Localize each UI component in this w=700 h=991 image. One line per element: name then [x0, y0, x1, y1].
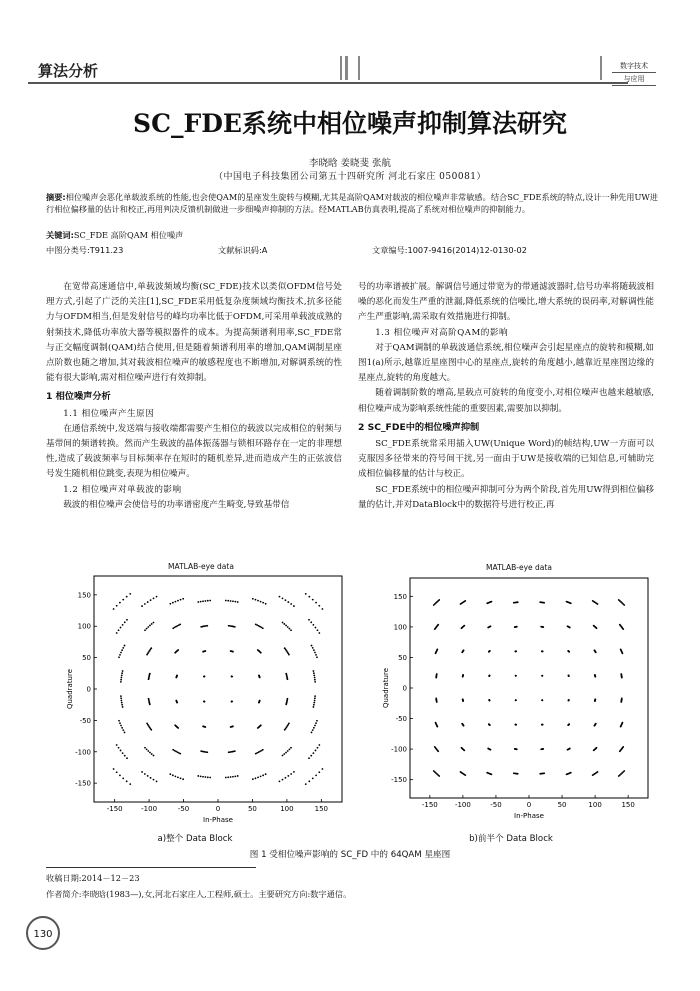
constellation-point	[197, 600, 211, 603]
constellation-point	[311, 720, 318, 733]
right-plot-title: MATLAB-eye data	[486, 563, 552, 572]
constellation-point	[230, 650, 234, 652]
constellation-point	[488, 723, 491, 726]
constellation-point	[174, 649, 179, 654]
constellation-point	[305, 768, 323, 785]
constellation-point	[539, 772, 545, 774]
x-tick-label: 150	[314, 805, 329, 813]
constellation-point	[200, 750, 208, 753]
received-date: 收稿日期:2014－12－23	[46, 873, 140, 883]
right-column	[358, 280, 654, 513]
plot-frame	[410, 578, 648, 798]
constellation-point	[144, 747, 154, 757]
section-1-2-paragraph: 载波的相位噪声会使信号的功率谱密度产生畸变,导致基带信	[63, 499, 290, 510]
constellation-point	[618, 770, 625, 777]
left-column	[46, 280, 342, 513]
header-rule	[28, 82, 628, 84]
constellation-point	[141, 596, 157, 607]
section-1-2-continued: 号的功率谱被扩展。解调信号通过带宽为的带通滤波器时,信号功率将随载波相噪的恶化而发生严重的泄漏,降低系统的信噪比,增大系统的误码率,对解调性能产生严重影响,需采取有效措施进行抑制。	[358, 282, 654, 323]
constellation-point	[202, 650, 206, 652]
x-tick-label: -100	[454, 801, 471, 809]
abstract-text: 相位噪声会恶化单载波系统的性能,也会使QAM的星座发生旋转与模糊,尤其是高阶QAM对载波的相位噪声非常敏感。结合SC_FDE系统的特点,设计一种先用UW进行相位偏移量的估计和校正,再用判决反馈机制做进一步细噪声抑制的方法。经MATLAB仿真表明,提高了系统对相位噪声的抑制能力。	[46, 192, 658, 214]
affiliation: （中国电子科技集团公司第五十四研究所 河北石家庄 050081）	[213, 172, 487, 182]
constellation-point	[305, 593, 323, 610]
x-tick-label: 150	[621, 801, 635, 809]
y-tick-label: 100	[393, 623, 407, 632]
section-header: 算法分析	[38, 62, 99, 80]
left-plot-title: MATLAB-eye data	[168, 562, 234, 571]
y-tick-label: 50	[398, 653, 407, 662]
constellation-point	[462, 698, 464, 702]
journal-label	[612, 60, 656, 86]
y-tick-label: -100	[75, 748, 91, 757]
constellation-point	[257, 724, 262, 729]
constellation-point	[252, 773, 267, 780]
constellation-point	[566, 772, 572, 775]
constellation-point	[540, 626, 544, 628]
plot-frame	[94, 576, 342, 802]
x-tick-label: -50	[490, 801, 502, 809]
figure-caption: 图 1 受相位噪声影响的 SC_FD 中的 64QAM 星座图	[249, 850, 451, 860]
x-tick-label: 50	[557, 801, 567, 809]
constellation-point	[172, 749, 181, 755]
keywords-label: 关键词:	[46, 230, 74, 240]
constellation-point	[567, 748, 571, 751]
constellation-point	[148, 698, 151, 705]
right-constellation-plot	[376, 572, 656, 828]
constellation-point	[255, 623, 264, 629]
constellation-point	[433, 770, 440, 777]
constellation-point	[255, 749, 264, 755]
footnote-rule	[46, 867, 256, 868]
y-tick-label: -50	[79, 716, 91, 725]
constellation-point	[486, 601, 492, 604]
constellation-point	[568, 675, 570, 677]
constellation-point	[541, 675, 543, 677]
constellation-point	[594, 649, 597, 653]
y-tick-label: 50	[82, 654, 91, 663]
constellation-point	[313, 670, 316, 683]
y-axis-label: Quadrature	[382, 667, 390, 709]
constellation-point	[592, 600, 599, 605]
constellation-point	[118, 645, 125, 658]
constellation-point	[197, 775, 211, 778]
constellation-point	[279, 596, 295, 607]
constellation-point	[435, 698, 437, 703]
constellation-point	[488, 650, 491, 653]
constellation-point	[228, 750, 236, 753]
abstract	[46, 192, 658, 215]
constellation-point	[279, 771, 295, 782]
constellation-point	[540, 748, 544, 750]
section-2-paragraph-a: SC_FDE系统常采用插入UW(Unique Word)的帧结构,UW一方面可以克服因多径带来的符号间干扰,另一面由于UW是接收端的已知信息,可辅助完成相位偏移量的估计与校正。	[358, 439, 654, 480]
constellation-point	[202, 725, 206, 727]
paper-title: SC_FDE系统中相位噪声抑制算法研究	[133, 109, 567, 138]
constellation-point	[568, 699, 570, 701]
x-tick-label: -150	[106, 805, 123, 813]
section-1-3-paragraph-a: 对于QAM调制的单载波通信系统,相位噪声会引起星座点的旋转和模糊,如图1(a)所示,越靠近星座图中心的星座点,旋转的角度越小,越靠近星座图边缘的星座点,旋转的角度越大。	[358, 342, 654, 384]
constellation-point	[433, 599, 440, 606]
y-tick-label: 0	[402, 684, 407, 693]
constellation-point	[434, 746, 439, 752]
constellation-point	[258, 675, 261, 679]
constellation-point	[308, 619, 320, 634]
constellation-point	[488, 675, 490, 677]
constellation-point	[515, 699, 517, 701]
y-tick-label: 150	[77, 591, 91, 600]
doc-code: 文献标识码:A	[218, 245, 268, 255]
constellation-point	[172, 623, 181, 629]
constellation-point	[594, 723, 597, 727]
x-tick-label: -100	[141, 805, 158, 813]
constellation-point	[282, 622, 292, 632]
constellation-point	[175, 675, 178, 679]
constellation-point	[620, 722, 624, 728]
constellation-point	[567, 723, 570, 726]
keywords-text: SC_FDE 高阶QAM 相位噪声	[73, 230, 184, 240]
constellation-point	[514, 748, 518, 750]
y-tick-label: 100	[77, 622, 91, 631]
constellation-point	[203, 675, 205, 677]
constellation-point	[116, 619, 128, 634]
constellation-point	[120, 695, 123, 708]
constellation-point	[148, 673, 151, 680]
constellation-point	[285, 698, 288, 705]
constellation-point	[434, 624, 439, 630]
constellation-point	[461, 649, 464, 653]
constellation-point	[225, 600, 239, 603]
section-1-heading: 1 相位噪声分析	[46, 391, 111, 403]
constellation-point	[169, 598, 184, 605]
y-tick-label: -50	[395, 715, 407, 724]
constellation-point	[541, 699, 543, 701]
constellation-point	[594, 698, 596, 702]
constellation-point	[513, 601, 519, 603]
constellation-point	[113, 593, 131, 610]
constellation-point	[460, 600, 467, 605]
article-number: 文章编号:1007-9416(2014)12-0130-02	[372, 245, 527, 255]
constellation-point	[594, 674, 596, 678]
constellation-point	[618, 599, 625, 606]
constellation-point	[146, 647, 152, 655]
section-1-2-heading: 1.2 相位噪声对单载波的影响	[63, 484, 182, 495]
y-tick-label: 0	[86, 685, 91, 694]
section-1-1-heading: 1.1 相位噪声产生原因	[63, 408, 155, 419]
y-tick-label: -150	[391, 776, 407, 785]
constellation-point	[593, 747, 598, 751]
constellation-point	[486, 772, 492, 775]
x-tick-label: 100	[588, 801, 602, 809]
constellation-point	[252, 598, 267, 605]
section-1-3-paragraph-b: 随着调制阶数的增高,星载点可旋转的角度变小,对相位噪声也越来越敏感,相位噪声成为影响系统性能的重要因素,需要加以抑制。	[358, 388, 654, 414]
constellation-point	[144, 622, 154, 632]
constellation-point	[514, 626, 518, 628]
constellation-point	[619, 746, 624, 752]
constellation-point	[620, 648, 624, 654]
constellation-point	[513, 772, 519, 774]
constellation-point	[284, 647, 290, 655]
constellation-point	[541, 650, 544, 652]
constellation-point	[308, 744, 320, 759]
constellation-point	[567, 625, 571, 628]
y-tick-label: 150	[393, 592, 407, 601]
constellation-point	[225, 775, 239, 778]
right-subcaption: b)前半个 Data Block	[469, 834, 553, 844]
x-axis-label: In-Phase	[514, 812, 544, 820]
constellation-point	[258, 700, 261, 704]
abstract-label: 摘要:	[46, 192, 66, 202]
constellation-point	[113, 768, 131, 785]
constellation-point	[282, 747, 292, 757]
constellation-point	[435, 722, 439, 728]
constellation-point	[175, 700, 178, 704]
constellation-point	[461, 747, 466, 751]
constellation-point	[462, 674, 464, 678]
constellation-point	[284, 723, 290, 731]
keywords	[46, 230, 183, 241]
constellation-point	[461, 723, 464, 727]
constellation-point	[203, 700, 205, 702]
constellation-point	[120, 670, 123, 683]
constellation-point	[285, 673, 288, 680]
constellation-point	[515, 724, 518, 726]
left-subcaption: a)整个 Data Block	[157, 834, 233, 844]
constellation-point	[230, 725, 234, 727]
page-number: 130	[26, 916, 60, 950]
x-axis-label: In-Phase	[203, 816, 233, 824]
constellation-point	[311, 645, 318, 658]
constellation-point	[257, 649, 262, 654]
constellation-point	[146, 723, 152, 731]
journal-line2: 与应用	[612, 73, 656, 86]
section-1-1-paragraph: 在通信系统中,发送端与接收端都需要产生相位的载波以完成相位的射频与基带间的频谱转换。然而产生载波的晶体振荡器与锁相环路存在一定的非理想性,造成了载波频率与目标频率存在短时的随机差异,进而造成产生的正弦波信号发生随机相位跳变,表现为相位噪声。	[46, 423, 342, 480]
constellation-point	[619, 624, 624, 630]
x-tick-label: 0	[215, 805, 221, 813]
constellation-point	[200, 625, 208, 628]
constellation-point	[228, 625, 236, 628]
journal-line1: 数字技术	[612, 60, 656, 73]
constellation-point	[435, 673, 437, 678]
section-2-heading: 2 SC_FDE中的相位噪声抑制	[358, 421, 480, 433]
constellation-point	[487, 748, 491, 751]
constellation-point	[541, 724, 544, 726]
section-2-paragraph-b: SC_FDE系统中的相位噪声抑制可分为两个阶段,首先用UW得到相位偏移量的估计,并对DataBlock中的数据符号进行校正,再	[358, 484, 654, 510]
constellation-point	[461, 625, 466, 629]
authors: 李晓晗 姜晓斐 张航	[308, 158, 392, 169]
constellation-point	[592, 771, 599, 776]
x-tick-label: -50	[177, 805, 190, 813]
constellation-point	[313, 695, 316, 708]
x-tick-label: 0	[526, 801, 532, 809]
section-1-3-heading: 1.3 相位噪声对高阶QAM的影响	[375, 327, 509, 338]
constellation-point	[593, 625, 598, 629]
constellation-point	[174, 724, 179, 729]
constellation-point	[487, 625, 491, 628]
constellation-point	[231, 700, 233, 702]
constellation-point	[567, 650, 570, 653]
constellation-point	[231, 675, 233, 677]
constellation-point	[515, 650, 518, 652]
constellation-point	[118, 720, 125, 733]
constellation-point	[460, 771, 467, 776]
y-tick-label: -150	[75, 779, 91, 788]
constellation-point	[620, 698, 622, 703]
author-bio: 作者简介:李晓晗(1983—),女,河北石家庄人,工程师,硕士。主要研究方向:数字通信。	[46, 889, 352, 899]
constellation-point	[116, 744, 128, 759]
x-tick-label: -150	[421, 801, 438, 809]
constellation-point	[620, 673, 622, 678]
constellation-point	[169, 773, 184, 780]
y-axis-label: Quadrature	[66, 668, 74, 710]
left-constellation-plot	[60, 570, 350, 832]
constellation-point	[515, 675, 517, 677]
clc-number: 中图分类号:T911.23	[46, 245, 124, 255]
y-tick-label: -100	[391, 745, 407, 754]
constellation-point	[141, 771, 157, 782]
x-tick-label: 50	[247, 805, 257, 813]
constellation-point	[539, 601, 545, 603]
constellation-point	[435, 648, 439, 654]
intro-paragraph: 在宽带高速通信中,单载波频域均衡(SC_FDE)技术以类似OFDM信号处理方式,引起了广泛的关注[1],SC_FDE采用低复杂度频域均衡技术,抗多径能力与OFDM相当,但是发射信号的峰均功率比低于OFDM,可采用单载波成熟的射频技术,降低功率放大器等模拟器件的成本。为提高频谱利用率,SC_FDE常与正交幅度调制(QAM)结合使用,但是随着频谱利用率的增加,QAM调制星座点阶数也随之增加,其对载波相位噪声的敏感程度也不断增加,对解调系统的性能有很大影响,需对相位噪声进行有效抑制。	[46, 282, 342, 384]
constellation-point	[488, 699, 490, 701]
constellation-point	[566, 601, 572, 604]
x-tick-label: 100	[280, 805, 294, 813]
